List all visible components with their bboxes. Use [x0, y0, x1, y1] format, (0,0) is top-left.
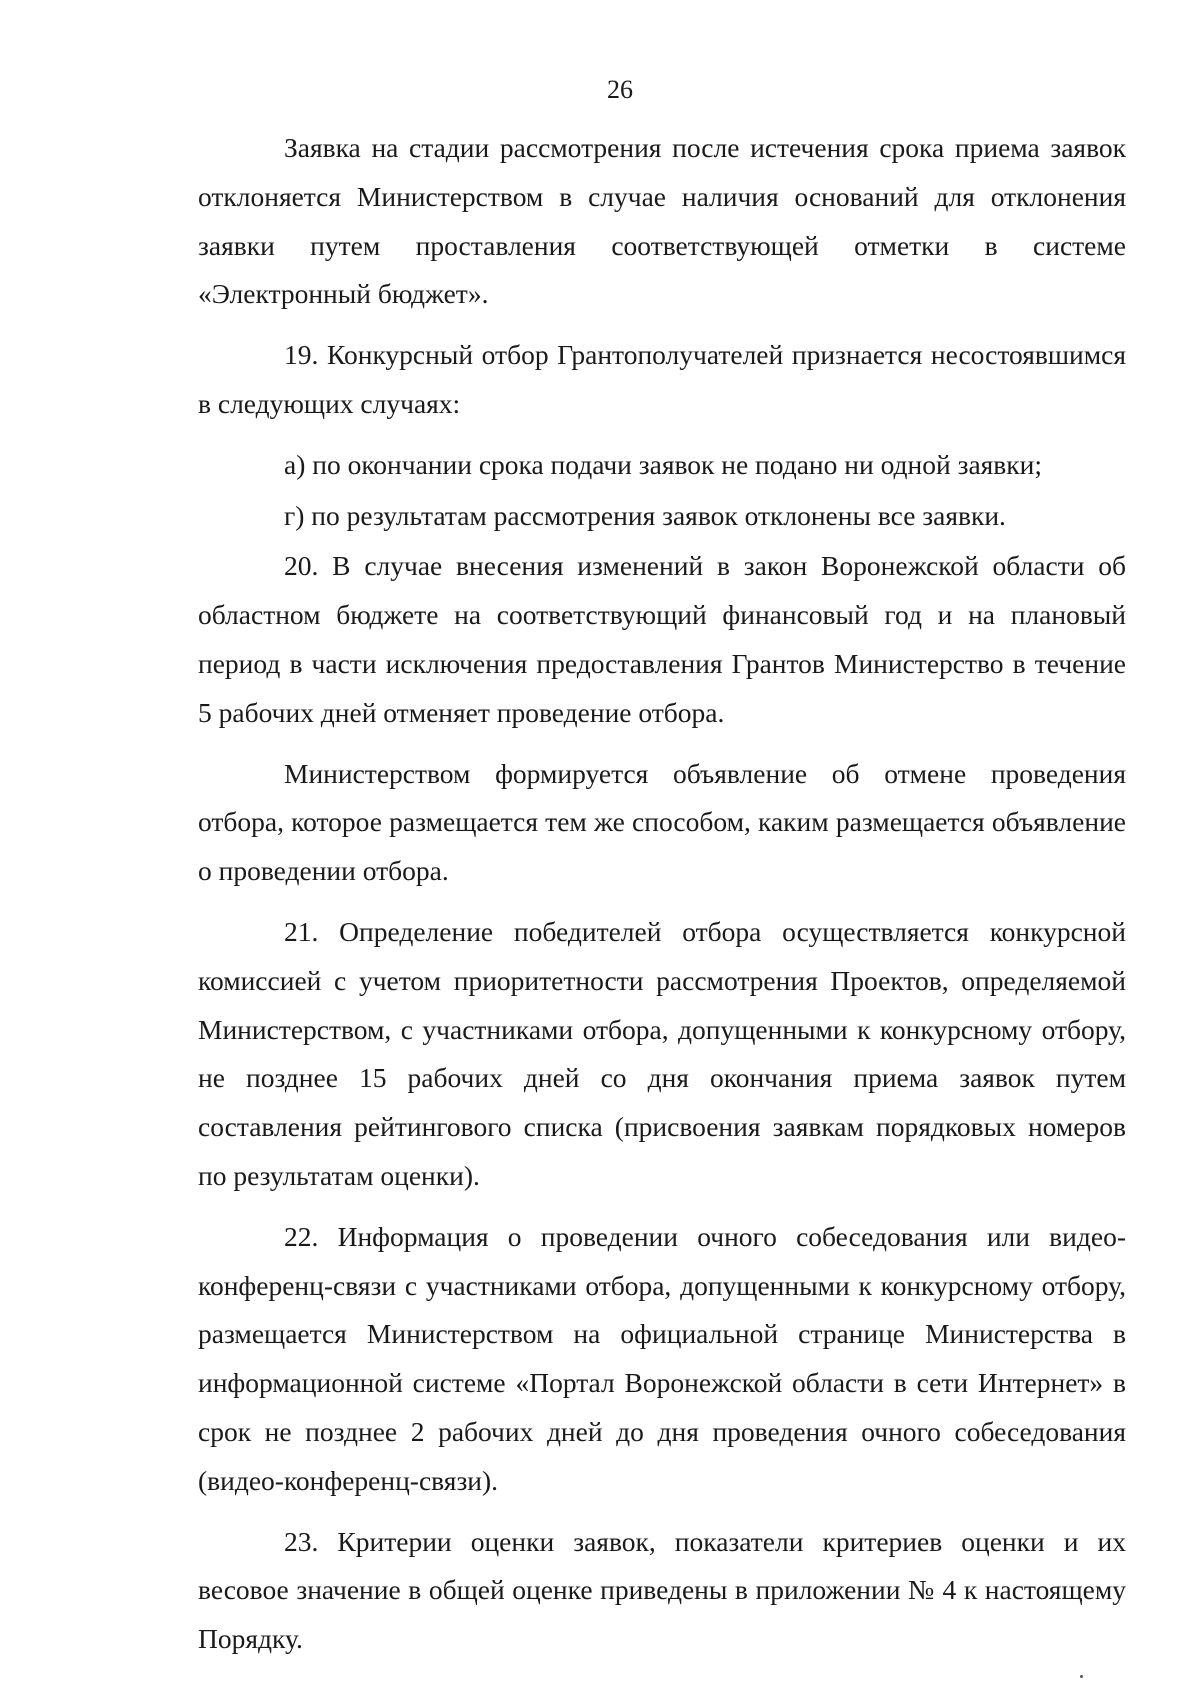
paragraph-19: 19. Конкурсный отбор Грантополучателей признается несостоявшимся в следующих случаях:	[198, 339, 1126, 419]
paragraph-20-announcement: Министерством формируется объявление об отмене проведения отбора, которое размещается тем же способом, каким размещается объявление о проведении отбора.	[198, 757, 1126, 887]
paragraph-22: 22. Информация о проведении очного собеседования или видео-конференц-связи с участниками отбора, допущенными к конкурсному отбору, размещается Министерством на официальной странице Министерства в информационной системе «Портал Воронежской области в сети Интернет» в срок не позднее 2 рабочих дней до дня проведения очного собеседования (видео-конференц-связи).	[198, 1220, 1126, 1496]
document-body	[198, 124, 1126, 1664]
paragraph-20: 20. В случае внесения изменений в закон Воронежской области об областном бюджете на соответствующий финансовый год и на плановый период в части исключения предоставления Грантов Министерство в течение 5 рабочих дней отменяет проведение отбора.	[198, 550, 1126, 728]
scan-speck	[1080, 1675, 1083, 1678]
paragraph-intro: Заявка на стадии рассмотрения после истечения срока приема заявок отклоняется Министерством в случае наличия оснований для отклонения заявки путем проставления соответствующей отметки в системе «Электронный бюджет».	[198, 132, 1126, 310]
page-number: 26	[607, 75, 633, 104]
paragraph-23: 23. Критерии оценки заявок, показатели критериев оценки и их весовое значение в общей оценке приведены в приложении № 4 к настоящему Порядку.	[198, 1525, 1126, 1655]
paragraph-21: 21. Определение победителей отбора осуществляется конкурсной комиссией с учетом приоритетности рассмотрения Проектов, определяемой Министерством, с участниками отбора, допущенными к конкурсному отбору, не позднее 15 рабочих дней со дня окончания приема заявок путем составления рейтингового списка (присвоения заявкам порядковых номеров по результатам оценки).	[198, 915, 1126, 1191]
paragraph-19-item-g: г) по результатам рассмотрения заявок отклонены все заявки.	[284, 499, 1006, 531]
paragraph-19-item-a: а) по окончании срока подачи заявок не подано ни одной заявки;	[284, 448, 1042, 480]
